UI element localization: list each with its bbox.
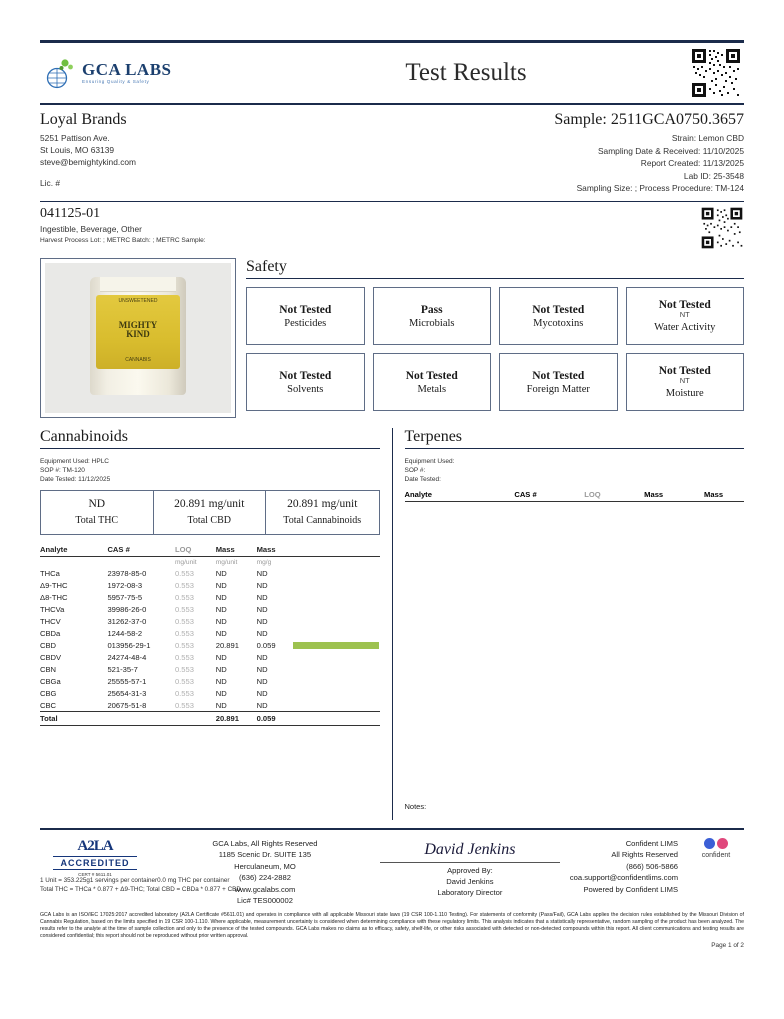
safety-status: Not Tested <box>405 369 458 382</box>
coa-sheet <box>40 40 744 968</box>
total-label: Total <box>40 712 107 726</box>
client-address-line2: St Louis, MO 63139 <box>40 145 115 156</box>
cell-bar <box>293 615 379 627</box>
safety-status: Pass <box>420 303 443 316</box>
lab-logo-text <box>82 61 172 85</box>
cell-analyte: CBC <box>40 700 57 710</box>
cell-cas: 013956-29-1 <box>107 640 151 650</box>
cell-loq: 0.553 <box>174 688 194 698</box>
report-header <box>40 43 744 105</box>
table-row <box>40 615 380 627</box>
jar-label <box>96 295 180 369</box>
product-photo <box>40 258 236 418</box>
cannabinoids-table-body <box>40 557 380 726</box>
lab-website[interactable]: www.gcalabs.com <box>234 884 296 894</box>
safety-cell-moisture <box>626 353 745 411</box>
approver-name: David Jenkins <box>446 877 494 887</box>
safety-status: Not Tested <box>658 365 711 378</box>
table-row <box>40 663 380 675</box>
sample-id: Sample: 2511GCA0750.3657 <box>554 111 744 128</box>
safety-name: Foreign Matter <box>526 383 590 395</box>
lims-phone: (866) 506-5866 <box>626 861 679 871</box>
table-row <box>40 699 380 712</box>
cell-mass-unit: 20.891 <box>215 640 239 650</box>
accredited-cert: CERT # 5611.01 <box>78 872 112 878</box>
safety-cell-foreign-matter <box>499 353 618 411</box>
cannabinoids-sop: SOP #: TM-120 <box>40 467 85 475</box>
lab-phone: (636) 224-2882 <box>238 873 291 883</box>
gca-logo-icon <box>42 56 76 90</box>
jar-brand <box>96 321 180 340</box>
sample-lab-id: Lab ID: 25-3548 <box>683 170 744 181</box>
cell-analyte: Δ9-THC <box>40 580 68 590</box>
terpenes-notes: Notes: <box>404 802 427 812</box>
terpenes-section <box>405 428 745 820</box>
terpenes-equipment: Equipment Used: <box>404 458 455 466</box>
cell-mass-g: ND <box>256 592 268 602</box>
table-row <box>40 627 380 639</box>
cell-analyte: CBD <box>40 640 57 650</box>
signature-block <box>380 838 560 898</box>
total-mass-g: 0.059 <box>257 712 294 726</box>
units-row <box>40 557 380 568</box>
cell-mass-g: ND <box>256 616 268 626</box>
cell-cas: 39986-26-0 <box>107 604 147 614</box>
cell-cas: 25654-31-3 <box>107 688 147 698</box>
cell-bar <box>293 651 379 663</box>
unit-loq: mg/unit <box>174 558 197 566</box>
cell-mass-g: ND <box>256 676 268 686</box>
batch-block <box>40 206 206 244</box>
a2la-badge-icon <box>53 838 137 880</box>
cell-analyte: CBN <box>40 664 57 674</box>
jar-cap <box>100 277 176 292</box>
safety-cell-solvents <box>246 353 365 411</box>
cell-mass-unit: ND <box>215 604 227 614</box>
col-loq: LOQ <box>175 543 216 557</box>
cannabinoids-title: Cannabinoids <box>40 428 380 449</box>
cell-cas: 23978-85-0 <box>107 568 147 578</box>
cell-bar <box>293 639 379 651</box>
cell-mass-unit: ND <box>215 592 227 602</box>
sample-block <box>554 111 744 195</box>
cell-mass-g: ND <box>256 652 268 662</box>
lab-address-2: Herculaneum, MO <box>234 861 296 871</box>
safety-name: Water Activity <box>654 321 716 333</box>
cell-bar <box>293 591 379 603</box>
sample-details <box>554 132 744 195</box>
lab-license: Lic# TES000002 <box>236 896 293 905</box>
cell-loq: 0.553 <box>174 616 194 626</box>
unit-mass-unit: mg/unit <box>215 558 238 566</box>
col-bar <box>293 543 379 557</box>
safety-sub: NT <box>679 310 690 320</box>
table-row <box>40 675 380 687</box>
terp-col-cas: CAS # <box>514 490 537 500</box>
safety-name: Metals <box>417 383 447 395</box>
approved-by-label: Approved By: <box>447 866 493 876</box>
cell-loq: 0.553 <box>174 580 194 590</box>
lab-tagline: Ensuring Quality & Safety <box>82 79 150 85</box>
cell-loq: 0.553 <box>174 664 194 674</box>
product-jar-image <box>90 277 186 395</box>
cell-analyte: CBDa <box>40 628 61 638</box>
cell-analyte: CBGa <box>40 676 61 686</box>
cell-mass-unit: ND <box>215 688 227 698</box>
cell-mass-unit: ND <box>215 580 227 590</box>
batch-meta: Harvest Process Lot: ; METRC Batch: ; METRC Sample: <box>40 237 206 245</box>
cell-loq: 0.553 <box>174 604 194 614</box>
table-row <box>40 591 380 603</box>
safety-cell-pesticides <box>246 287 365 345</box>
lims-name: Confident LIMS <box>625 839 679 849</box>
client-address <box>40 132 136 189</box>
total-cbd-label: Total CBD <box>187 515 231 527</box>
lab-logo <box>42 56 242 90</box>
confident-logo-name: confident <box>701 852 731 860</box>
cannabinoids-method <box>40 457 380 484</box>
jar-brand-line2: KIND <box>126 329 150 340</box>
cbd-bar <box>293 642 379 649</box>
total-cbd-value: 20.891 mg/unit <box>174 498 245 511</box>
cannabinoids-equipment: Equipment Used: HPLC <box>40 458 110 466</box>
safety-section <box>246 258 744 418</box>
sample-sampling-size: Sampling Size: ; Process Procedure: TM-124 <box>576 183 744 194</box>
client-license: Lic. # <box>40 177 61 188</box>
safety-status: Not Tested <box>532 303 585 316</box>
col-cas: CAS # <box>107 543 174 557</box>
cell-mass-g: ND <box>256 688 268 698</box>
cell-mass-unit: ND <box>215 664 227 674</box>
terpenes-sop: SOP #: <box>404 467 426 475</box>
legal-disclaimer: GCA Labs is an ISO/IEC 17025:2017 accredited laboratory (A2LA Certificate #5611.01) and operates in compliance with all applicable Missouri state laws (19 CSR 100-1.110 Testing). For statements of conformity (Pass/Fail), GCA Labs applies the decision rules established by the Missouri Division of Cannabis Regulation, based on the limits specified in 19 CSR 100-1.110. Where applicable, measurement uncertainty is considered when determining compliance with these regulatory limits. This analysis indicates that a statistically representative, random sampling of the product has been analyzed. The results refer to the analyte at the time of sample collection and only to the presence of the tested compounds. GCA Labs makes no claims as to efficacy, safety, shelf-life, or other risks associated with detected or non-detected compounds within this report. All client communications and testing results are considered confidential; this report should not be reproduced without prior written approval. <box>40 912 744 940</box>
lab-name: GCA LABS <box>82 60 172 80</box>
lims-email[interactable]: coa.support@confidentlims.com <box>569 873 679 883</box>
cell-bar <box>293 603 379 615</box>
cell-mass-g: ND <box>256 580 268 590</box>
safety-status: Not Tested <box>658 299 711 312</box>
table-row <box>40 687 380 699</box>
table-total-row <box>40 712 380 726</box>
qr-code-header <box>690 47 742 99</box>
batch-name: 041125-01 <box>40 206 101 222</box>
confident-dot-blue <box>704 838 715 849</box>
cell-mass-unit: ND <box>215 652 227 662</box>
safety-cell-mycotoxins <box>499 287 618 345</box>
accredited-word: ACCREDITED <box>53 856 137 870</box>
terpenes-date-tested: Date Tested: <box>404 476 441 484</box>
table-row <box>40 579 380 591</box>
cannabinoids-date-tested: Date Tested: 11/12/2025 <box>40 476 111 484</box>
cell-cas: 25555-57-1 <box>107 676 147 686</box>
cell-analyte: THCVa <box>40 604 65 614</box>
safety-cell-microbials <box>373 287 492 345</box>
cell-cas: 20675-51-8 <box>107 700 147 710</box>
cell-analyte: THCV <box>40 616 61 626</box>
cell-mass-g: ND <box>256 604 268 614</box>
cell-bar <box>293 687 379 699</box>
safety-sub: NT <box>679 376 690 386</box>
client-block <box>40 111 136 195</box>
terp-col-mass-2: Mass <box>704 490 724 500</box>
cell-loq: 0.553 <box>174 640 194 650</box>
terp-col-mass-1: Mass <box>644 490 664 500</box>
client-sample-row <box>40 105 744 195</box>
cell-loq: 0.553 <box>174 628 194 638</box>
cell-analyte: Δ8-THC <box>40 592 68 602</box>
safety-name: Mycotoxins <box>533 317 584 329</box>
jar-label-bottom: CANNABIS <box>125 357 151 364</box>
jar-brand-line1: MIGHTY <box>118 320 158 331</box>
cannabinoid-totals <box>40 490 380 535</box>
sample-report-created: Report Created: 11/13/2025 <box>640 158 744 169</box>
cell-loq: 0.553 <box>174 700 194 710</box>
total-mass-unit: 20.891 <box>216 712 257 726</box>
total-cannabinoids-cell <box>266 491 379 534</box>
total-thc-cell <box>41 491 154 534</box>
product-photo-inner <box>45 263 231 413</box>
safety-name: Solvents <box>287 383 324 395</box>
cell-bar <box>293 627 379 639</box>
table-header-row <box>40 543 380 557</box>
cannabinoids-table <box>40 543 380 726</box>
lab-rights: GCA Labs, All Rights Reserved <box>212 839 318 849</box>
confident-dot-pink <box>717 838 728 849</box>
cell-analyte: THCa <box>40 568 60 578</box>
lab-address-1: 1185 Scenic Dr. SUITE 135 <box>218 850 312 860</box>
safety-title: Safety <box>246 258 744 279</box>
cell-loq: 0.553 <box>174 592 194 602</box>
cell-analyte: CBDV <box>40 652 62 662</box>
sample-strain: Strain: Lemon CBD <box>671 133 744 143</box>
lab-contact-block <box>160 838 370 906</box>
safety-status: Not Tested <box>279 369 332 382</box>
cell-loq: 0.553 <box>174 676 194 686</box>
cell-mass-g: ND <box>256 664 268 674</box>
cell-bar <box>293 663 379 675</box>
table-row <box>40 567 380 579</box>
jar-label-top: UNSWEETENED <box>118 298 158 305</box>
cell-mass-unit: ND <box>215 616 227 626</box>
safety-status: Not Tested <box>532 369 585 382</box>
cell-cas: 31262-37-0 <box>107 616 147 626</box>
safety-name: Microbials <box>409 317 455 329</box>
page-number: Page 1 of 2 <box>711 942 744 950</box>
table-row <box>40 639 380 651</box>
total-cbd-cell <box>154 491 267 534</box>
sample-sampling-date: Sampling Date & Received: 11/10/2025 <box>597 145 744 156</box>
page-title: Test Results <box>405 59 527 86</box>
col-analyte: Analyte <box>40 543 107 557</box>
confident-logo <box>688 838 744 859</box>
photo-safety-row <box>40 258 744 418</box>
cell-cas: 521-35-7 <box>107 664 138 674</box>
terp-col-loq: LOQ <box>584 490 601 500</box>
total-cannabinoids-value: 20.891 mg/unit <box>287 498 358 511</box>
terpenes-method <box>405 457 745 484</box>
col-mass-unit: Mass <box>216 543 257 557</box>
lims-powered-by: Powered by Confident LIMS <box>583 884 679 894</box>
terp-col-analyte: Analyte <box>404 490 432 500</box>
report-footer <box>40 828 744 906</box>
approver-role: Laboratory Director <box>437 888 503 898</box>
safety-name: Moisture <box>665 387 704 399</box>
client-address-line1: 5251 Pattison Ave. <box>40 133 110 143</box>
safety-status: Not Tested <box>279 303 332 316</box>
qr-code-sample <box>700 206 744 250</box>
total-thc-label: Total THC <box>75 515 119 527</box>
cell-analyte: CBG <box>40 688 57 698</box>
table-row <box>40 651 380 663</box>
cell-bar <box>293 675 379 687</box>
cell-mass-unit: ND <box>215 676 227 686</box>
client-email: steve@bemightykind.com <box>40 157 137 168</box>
table-row <box>40 603 380 615</box>
cell-bar <box>293 567 379 579</box>
lims-block <box>570 838 678 895</box>
terpenes-table-header <box>405 490 745 502</box>
total-thc-value: ND <box>88 498 106 511</box>
cell-mass-g: ND <box>256 700 268 710</box>
cell-cas: 24274-48-4 <box>107 652 147 662</box>
cell-mass-unit: ND <box>215 628 227 638</box>
batch-type: Ingestible, Beverage, Other <box>40 224 142 235</box>
cell-loq: 0.553 <box>174 652 194 662</box>
cell-bar <box>293 699 379 712</box>
accreditation-block <box>40 838 150 880</box>
cell-cas: 1244-58-2 <box>107 628 143 638</box>
signature-script: David Jenkins <box>380 838 560 863</box>
safety-name: Pesticides <box>284 317 327 329</box>
cell-mass-unit: ND <box>215 700 227 710</box>
safety-grid <box>246 287 744 411</box>
a2la-logo-text: A2LA <box>77 838 113 855</box>
cell-bar <box>293 579 379 591</box>
cell-mass-g: ND <box>256 628 268 638</box>
footnote-line2: Total THC = THCa * 0.877 + Δ9-THC; Total CBD = CBDa * 0.877 + CBD <box>40 886 241 894</box>
cell-mass-unit: ND <box>215 568 227 578</box>
lims-rights: All Rights Reserved <box>611 850 679 860</box>
footnote-line1: 1 Unit = 353.225g1 servings per container0.0 mg THC per container <box>40 877 230 885</box>
client-name: Loyal Brands <box>40 111 127 128</box>
unit-mass-g: mg/g <box>256 558 272 566</box>
confident-dots-icon <box>704 838 728 849</box>
safety-cell-water-activity <box>626 287 745 345</box>
cell-cas: 1972-08-3 <box>107 580 143 590</box>
cell-mass-g: ND <box>256 568 268 578</box>
col-mass-g: Mass <box>257 543 294 557</box>
total-cannabinoids-label: Total Cannabinoids <box>283 515 362 527</box>
cell-loq: 0.553 <box>174 568 194 578</box>
terpenes-title: Terpenes <box>405 428 745 449</box>
safety-cell-metals <box>373 353 492 411</box>
cell-mass-g: 0.059 <box>256 640 276 650</box>
batch-row <box>40 202 744 250</box>
cell-cas: 5957-75-5 <box>107 592 143 602</box>
